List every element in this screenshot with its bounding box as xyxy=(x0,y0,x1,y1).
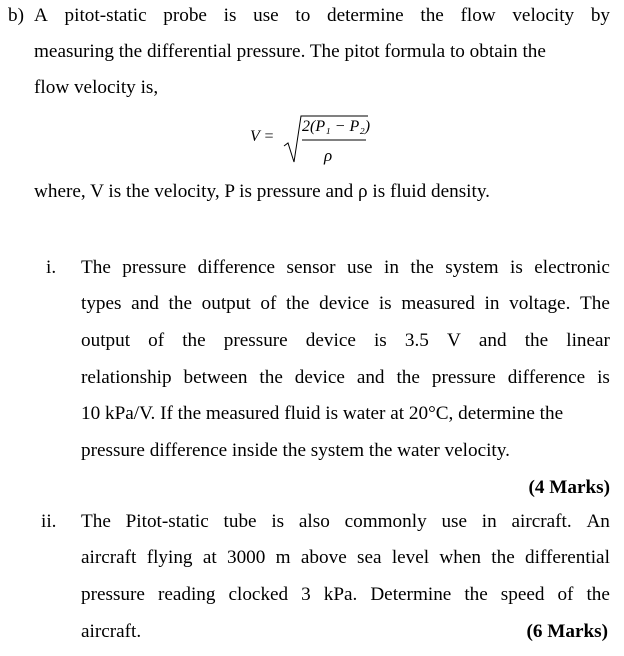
word: linear xyxy=(566,330,610,351)
word: the xyxy=(410,257,434,278)
part-i-line-2 xyxy=(81,294,610,313)
word: use xyxy=(253,5,279,26)
word: aircraft. xyxy=(511,511,572,532)
word: flying xyxy=(146,547,193,568)
word: pressure xyxy=(122,257,187,278)
word: by xyxy=(590,5,610,26)
part-ii-line-4 xyxy=(81,622,141,641)
word: kPa. xyxy=(323,584,358,605)
word: above xyxy=(300,547,347,568)
word: pressure difference inside the system the water velocity. xyxy=(81,440,510,461)
word: the xyxy=(182,330,206,351)
word: determine xyxy=(326,5,404,26)
word: The xyxy=(81,511,111,532)
word: probe xyxy=(163,5,207,26)
word: The xyxy=(81,257,111,278)
word: pitot-static xyxy=(64,5,147,26)
word: and xyxy=(131,293,159,314)
word: clocked xyxy=(228,584,289,605)
word: system xyxy=(445,257,499,278)
word: pressure xyxy=(223,330,288,351)
part-i-line-6 xyxy=(81,441,510,460)
word: measuring the differential pressure. The pitot formula to obtain the xyxy=(34,41,546,62)
word: the xyxy=(168,293,192,314)
word: electronic xyxy=(534,257,610,278)
part-i-line-1 xyxy=(81,258,610,277)
word: device xyxy=(319,293,370,314)
word: device xyxy=(294,367,345,388)
part-i-numeral: i. xyxy=(46,257,57,278)
word: aircraft. xyxy=(81,621,142,642)
word: differential xyxy=(525,547,610,568)
word: use xyxy=(346,257,373,278)
word: m xyxy=(275,547,291,568)
word: is xyxy=(223,5,237,26)
word: in xyxy=(383,257,399,278)
word: and xyxy=(478,330,507,351)
word: An xyxy=(586,511,610,532)
word: is xyxy=(378,293,392,314)
part-ii-line-3 xyxy=(81,585,610,604)
where-line: where, V is the velocity, P is pressure and ρ is fluid density. xyxy=(34,181,490,202)
part-i-line-4 xyxy=(81,368,610,387)
word: of xyxy=(260,293,277,314)
word: level xyxy=(391,547,430,568)
word: is xyxy=(597,367,610,388)
word: the xyxy=(286,293,310,314)
word: use xyxy=(441,511,468,532)
word: output xyxy=(201,293,251,314)
word: when xyxy=(439,547,481,568)
word: of xyxy=(557,584,574,605)
word: Determine xyxy=(370,584,452,605)
word: in xyxy=(481,511,497,532)
word: velocity xyxy=(512,5,575,26)
part-i-line-3 xyxy=(81,331,610,350)
word: aircraft xyxy=(81,547,137,568)
word: relationship xyxy=(81,367,172,388)
intro-line-3 xyxy=(34,78,158,97)
formula-numerator: 2(P₁ − P₂) xyxy=(302,118,371,135)
word: the xyxy=(491,547,515,568)
word: pressure xyxy=(81,584,145,605)
word: device xyxy=(305,330,356,351)
word: the xyxy=(524,330,549,351)
word: 10 kPa/V. If the measured fluid is water at 20°C, determine the xyxy=(81,403,564,424)
word: at xyxy=(202,547,217,568)
word: Pitot-static xyxy=(125,511,209,532)
word: A xyxy=(34,5,48,26)
word: voltage. xyxy=(509,293,571,314)
part-i-line-5 xyxy=(81,404,610,423)
part-ii-line-2 xyxy=(81,548,610,567)
part-ii-line-1 xyxy=(81,512,610,531)
word: is xyxy=(510,257,523,278)
formula-denominator: ρ xyxy=(324,146,333,165)
part-ii-numeral: ii. xyxy=(41,511,57,532)
word: 3.5 xyxy=(404,330,429,351)
word: tube xyxy=(223,511,257,532)
word: flow velocity is, xyxy=(34,77,159,98)
word: types xyxy=(81,293,122,314)
word: the xyxy=(586,584,610,605)
word: V xyxy=(446,330,461,351)
word: measured xyxy=(401,293,475,314)
intro-line-2 xyxy=(34,42,610,61)
word: also xyxy=(298,511,330,532)
word: reading xyxy=(157,584,216,605)
word: output xyxy=(81,330,131,351)
word: the xyxy=(396,367,420,388)
word: difference xyxy=(507,367,586,388)
word: pressure xyxy=(431,367,496,388)
formula-lhs: V = xyxy=(250,128,275,145)
pitot-formula xyxy=(250,112,375,168)
word: between xyxy=(183,367,248,388)
word: the xyxy=(259,367,283,388)
word: and xyxy=(356,367,385,388)
word: 3000 xyxy=(226,547,266,568)
word: speed xyxy=(500,584,545,605)
word: the xyxy=(420,5,444,26)
part-i-marks: (4 Marks) xyxy=(528,477,610,498)
word: in xyxy=(484,293,500,314)
intro-line-1 xyxy=(34,6,610,25)
word: flow xyxy=(460,5,496,26)
word: 3 xyxy=(301,584,311,605)
question-label: b) xyxy=(8,5,24,26)
word: commonly xyxy=(344,511,427,532)
part-ii-marks: (6 Marks) xyxy=(526,621,608,642)
word: of xyxy=(148,330,165,351)
word: to xyxy=(295,5,311,26)
word: is xyxy=(373,330,387,351)
word: the xyxy=(464,584,488,605)
word: difference xyxy=(197,257,276,278)
word: The xyxy=(580,293,610,314)
word: sea xyxy=(357,547,382,568)
word: is xyxy=(271,511,285,532)
word: sensor xyxy=(286,257,336,278)
